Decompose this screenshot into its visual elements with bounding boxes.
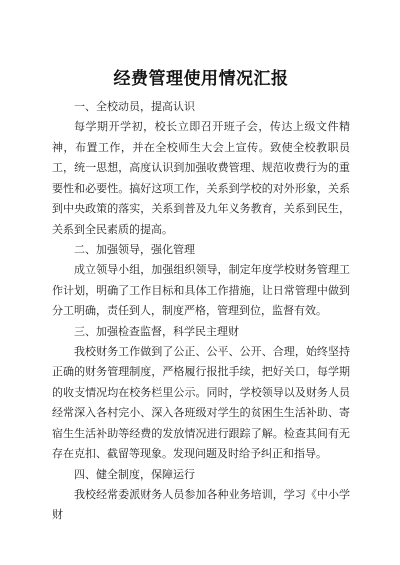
- section-heading: 三、加强检查监督，科学民主理财: [74, 324, 239, 338]
- section-heading: 四、健全制度，保障运行: [74, 467, 195, 481]
- section-3: [52, 322, 350, 465]
- document-title: 经费管理使用情况汇报: [113, 69, 289, 89]
- section-paragraph: 我校财务工作做到了公正、公平、公开、合理，始终坚持正确的财务管理制度，严格履行报批手续，把好关口，每学期的收支情况均在校务栏里公示。同时，学校领导以及财务人员经常深入各村完小、深入各班级对学生的贫困生生活补助、寄宿生生活补助等经费的发放情况进行跟踪了解。检查其间有无存在克扣、截留等现象。发现问题及时给予纠正和指导。: [52, 344, 350, 460]
- section-heading: 二、加强领导，强化管理: [74, 243, 195, 256]
- section-heading: 一、全校动员，提高认识: [74, 100, 195, 113]
- section-paragraph: 每学期开学初，校长立即召开班子会，传达上级文件精神，布置工作，并在全校师生大会上宣传。致使全校教职员工，统一思想，高度认识到加强收费管理、规范收费行为的重要性和必要性。搞好这项工作，关系到学校的对外形象，关系到中央政策的落实，关系到普及九年义务教育，关系到民生，关系到全民素质的提高。: [52, 120, 350, 236]
- section-paragraph: 我校经常委派财务人员参加各种业务培训，学习《中小学财: [52, 487, 350, 521]
- section-1: [52, 97, 350, 240]
- section-2: [52, 240, 350, 322]
- section-paragraph: 成立领导小组，加强组织领导，制定年度学校财务管理工作计划，明确了工作目标和具体工作措施，让日常管理中做到分工明确，责任到人，制度严格，管理到位，监督有效。: [52, 263, 350, 317]
- section-4: [52, 465, 350, 526]
